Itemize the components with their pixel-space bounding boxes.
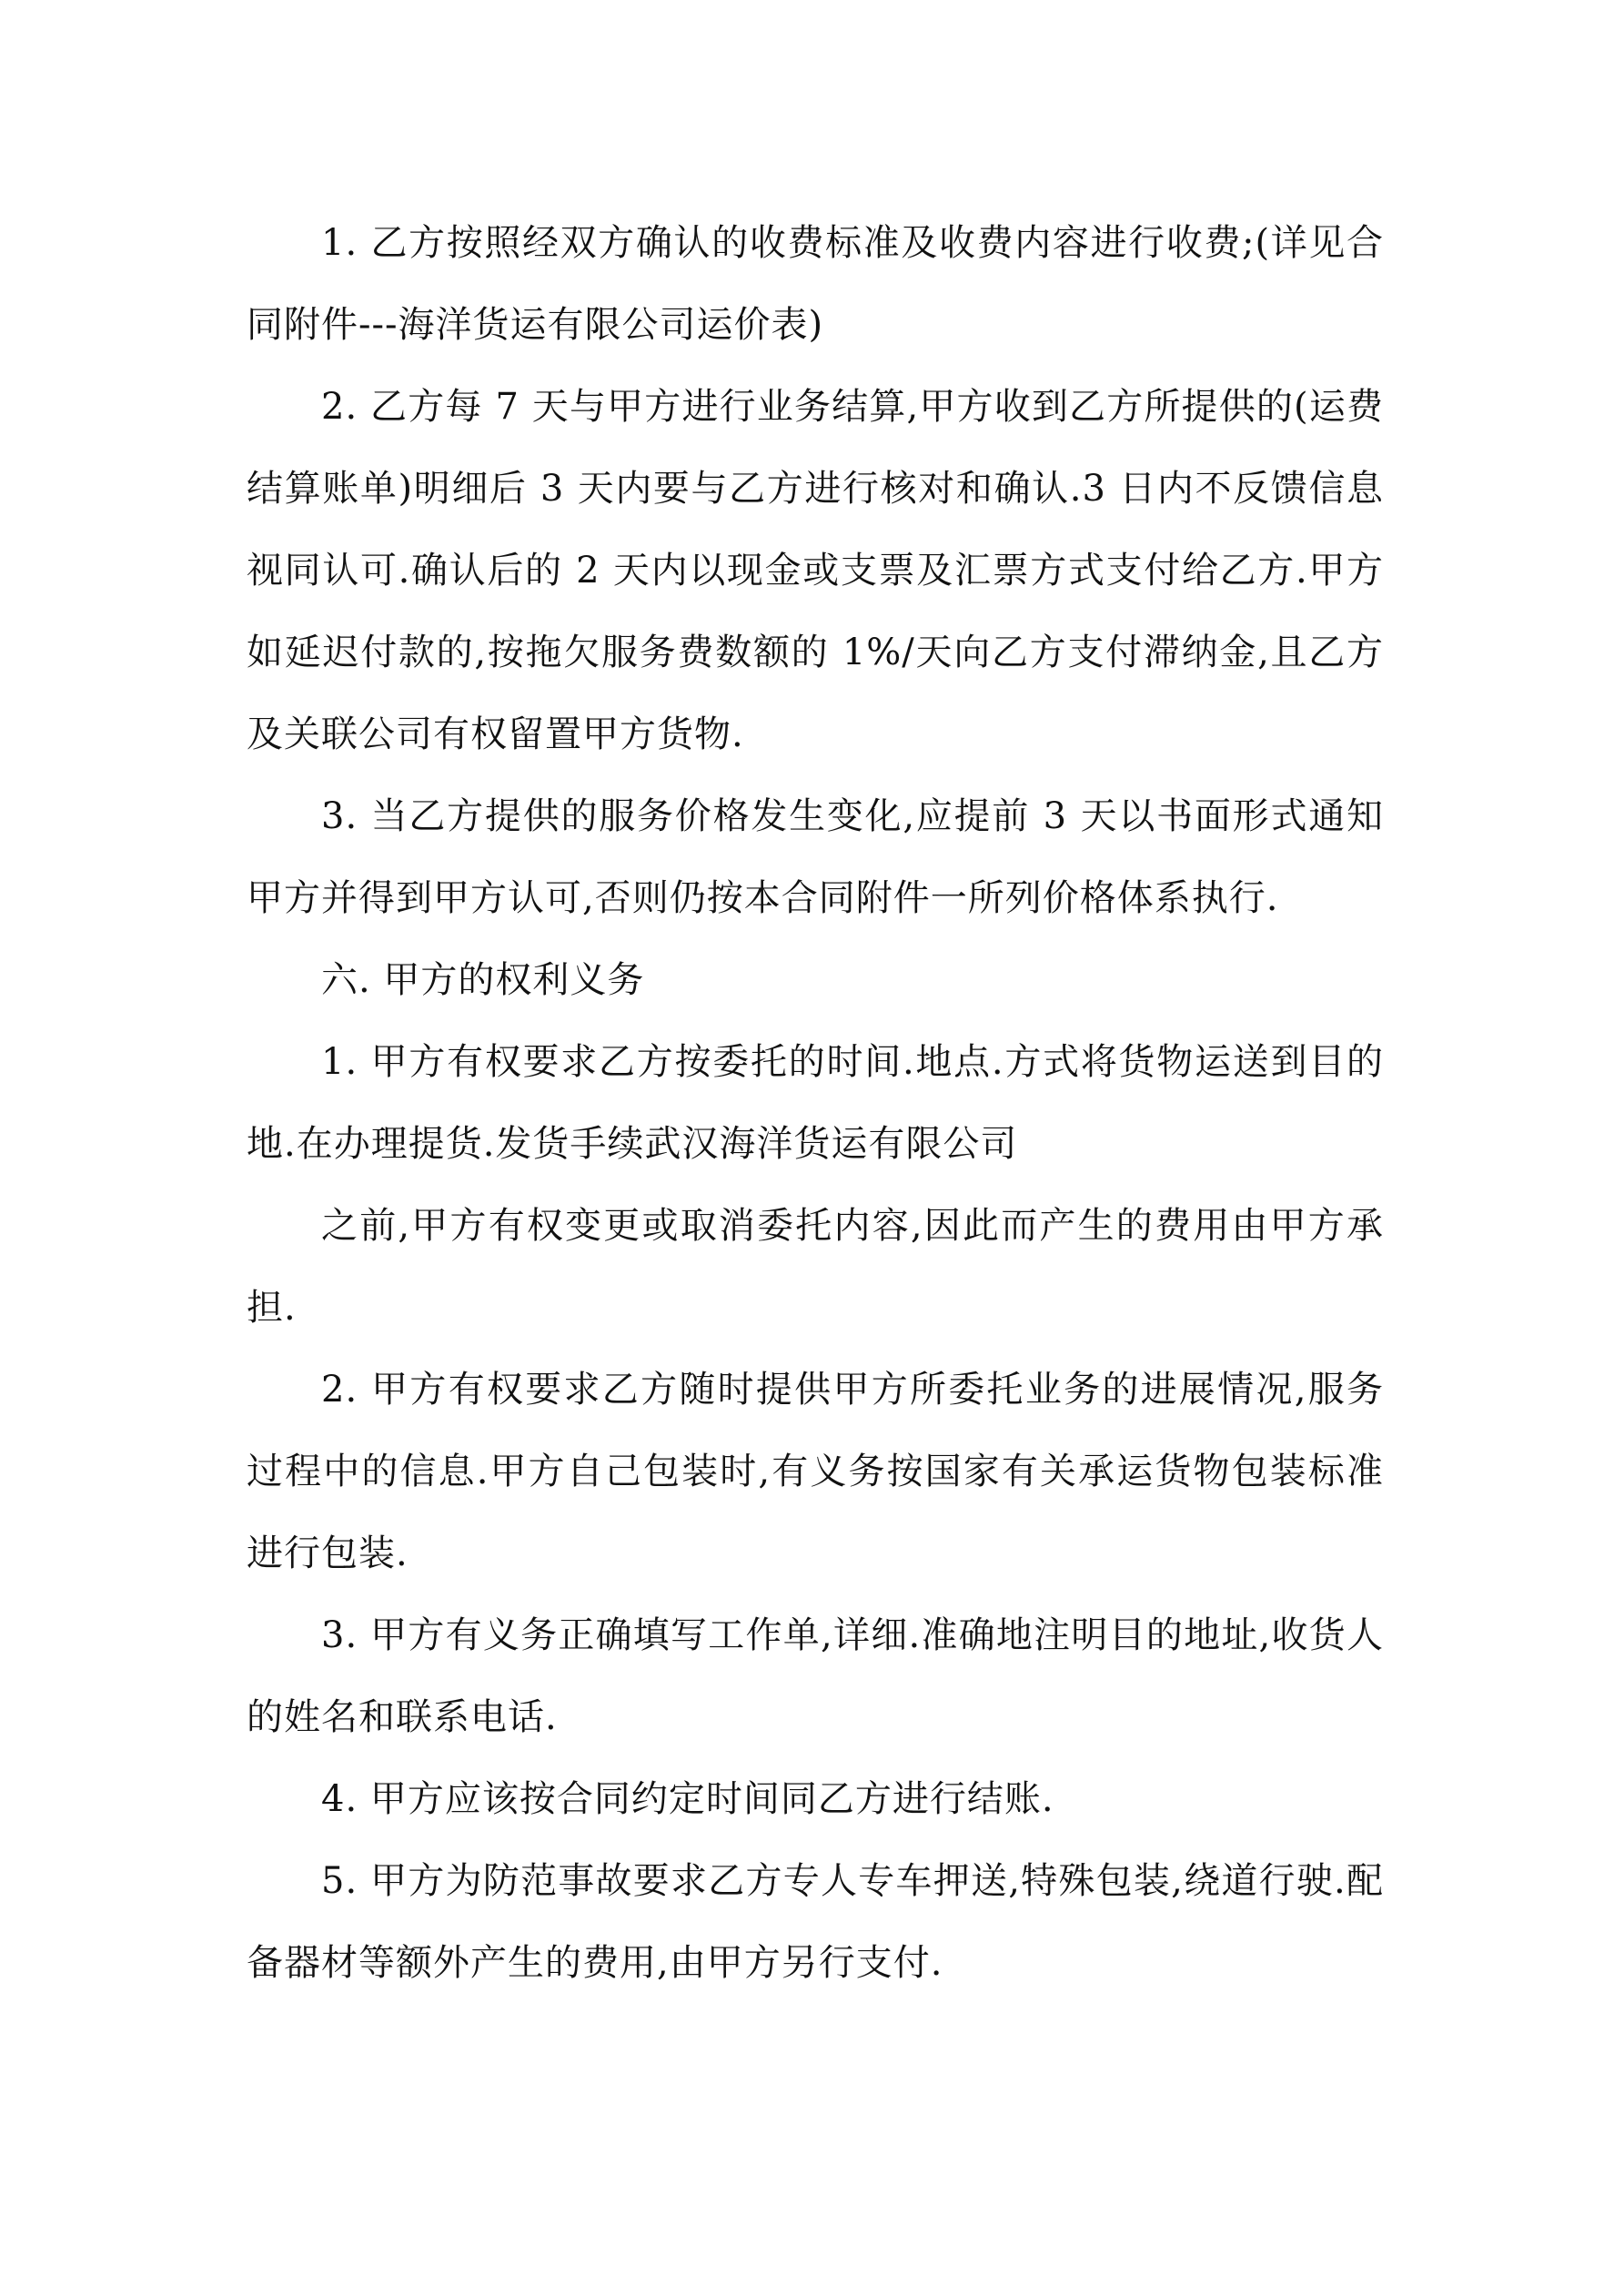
paragraph-price-change: 3. 当乙方提供的服务价格发生变化,应提前 3 天以书面形式通知甲方并得到甲方认可,否则仍按本合同附件一所列价格体系执行. [247, 795, 1384, 919]
paragraph-party-a-right-5: 5. 甲方为防范事故要求乙方专人专车押送,特殊包装,绕道行驶.配备器材等额外产生的费用,由甲方另行支付. [247, 1860, 1384, 1984]
paragraph-settlement: 2. 乙方每 7 天与甲方进行业务结算,甲方收到乙方所提供的(运费结算账单)明细后 3 天内要与乙方进行核对和确认.3 日内不反馈信息视同认可.确认后的 2 天内以现金或支票及汇票方式支付给乙方.甲方如延迟付款的,按拖欠服务费数额的 1%/天向乙方支付滞纳金,且乙方及关联公司有权留置甲方货物. [247, 386, 1384, 755]
paragraph-party-a-right-3: 3. 甲方有义务正确填写工作单,详细.准确地注明目的地址,收货人的姓名和联系电话. [247, 1614, 1384, 1738]
paragraph-party-a-right-1: 1. 甲方有权要求乙方按委托的时间.地点.方式将货物运送到目的地.在办理提货.发货手续武汉海洋货运有限公司 [247, 1041, 1384, 1165]
paragraph-fee-standard: 1. 乙方按照经双方确认的收费标准及收费内容进行收费;(详见合同附件---海洋货运有限公司运价表) [247, 222, 1384, 346]
paragraph-party-a-right-4: 4. 甲方应该按合同约定时间同乙方进行结账. [321, 1778, 1054, 1820]
document-body [247, 202, 1384, 2004]
paragraph-party-a-right-2: 2. 甲方有权要求乙方随时提供甲方所委托业务的进展情况,服务过程中的信息.甲方自己包装时,有义务按国家有关承运货物包装标准进行包装. [247, 1369, 1384, 1574]
paragraph-party-a-right-1-continued: 之前,甲方有权变更或取消委托内容,因此而产生的费用由甲方承担. [247, 1205, 1384, 1329]
section-heading-party-a-rights: 六. 甲方的权利义务 [321, 959, 645, 1001]
